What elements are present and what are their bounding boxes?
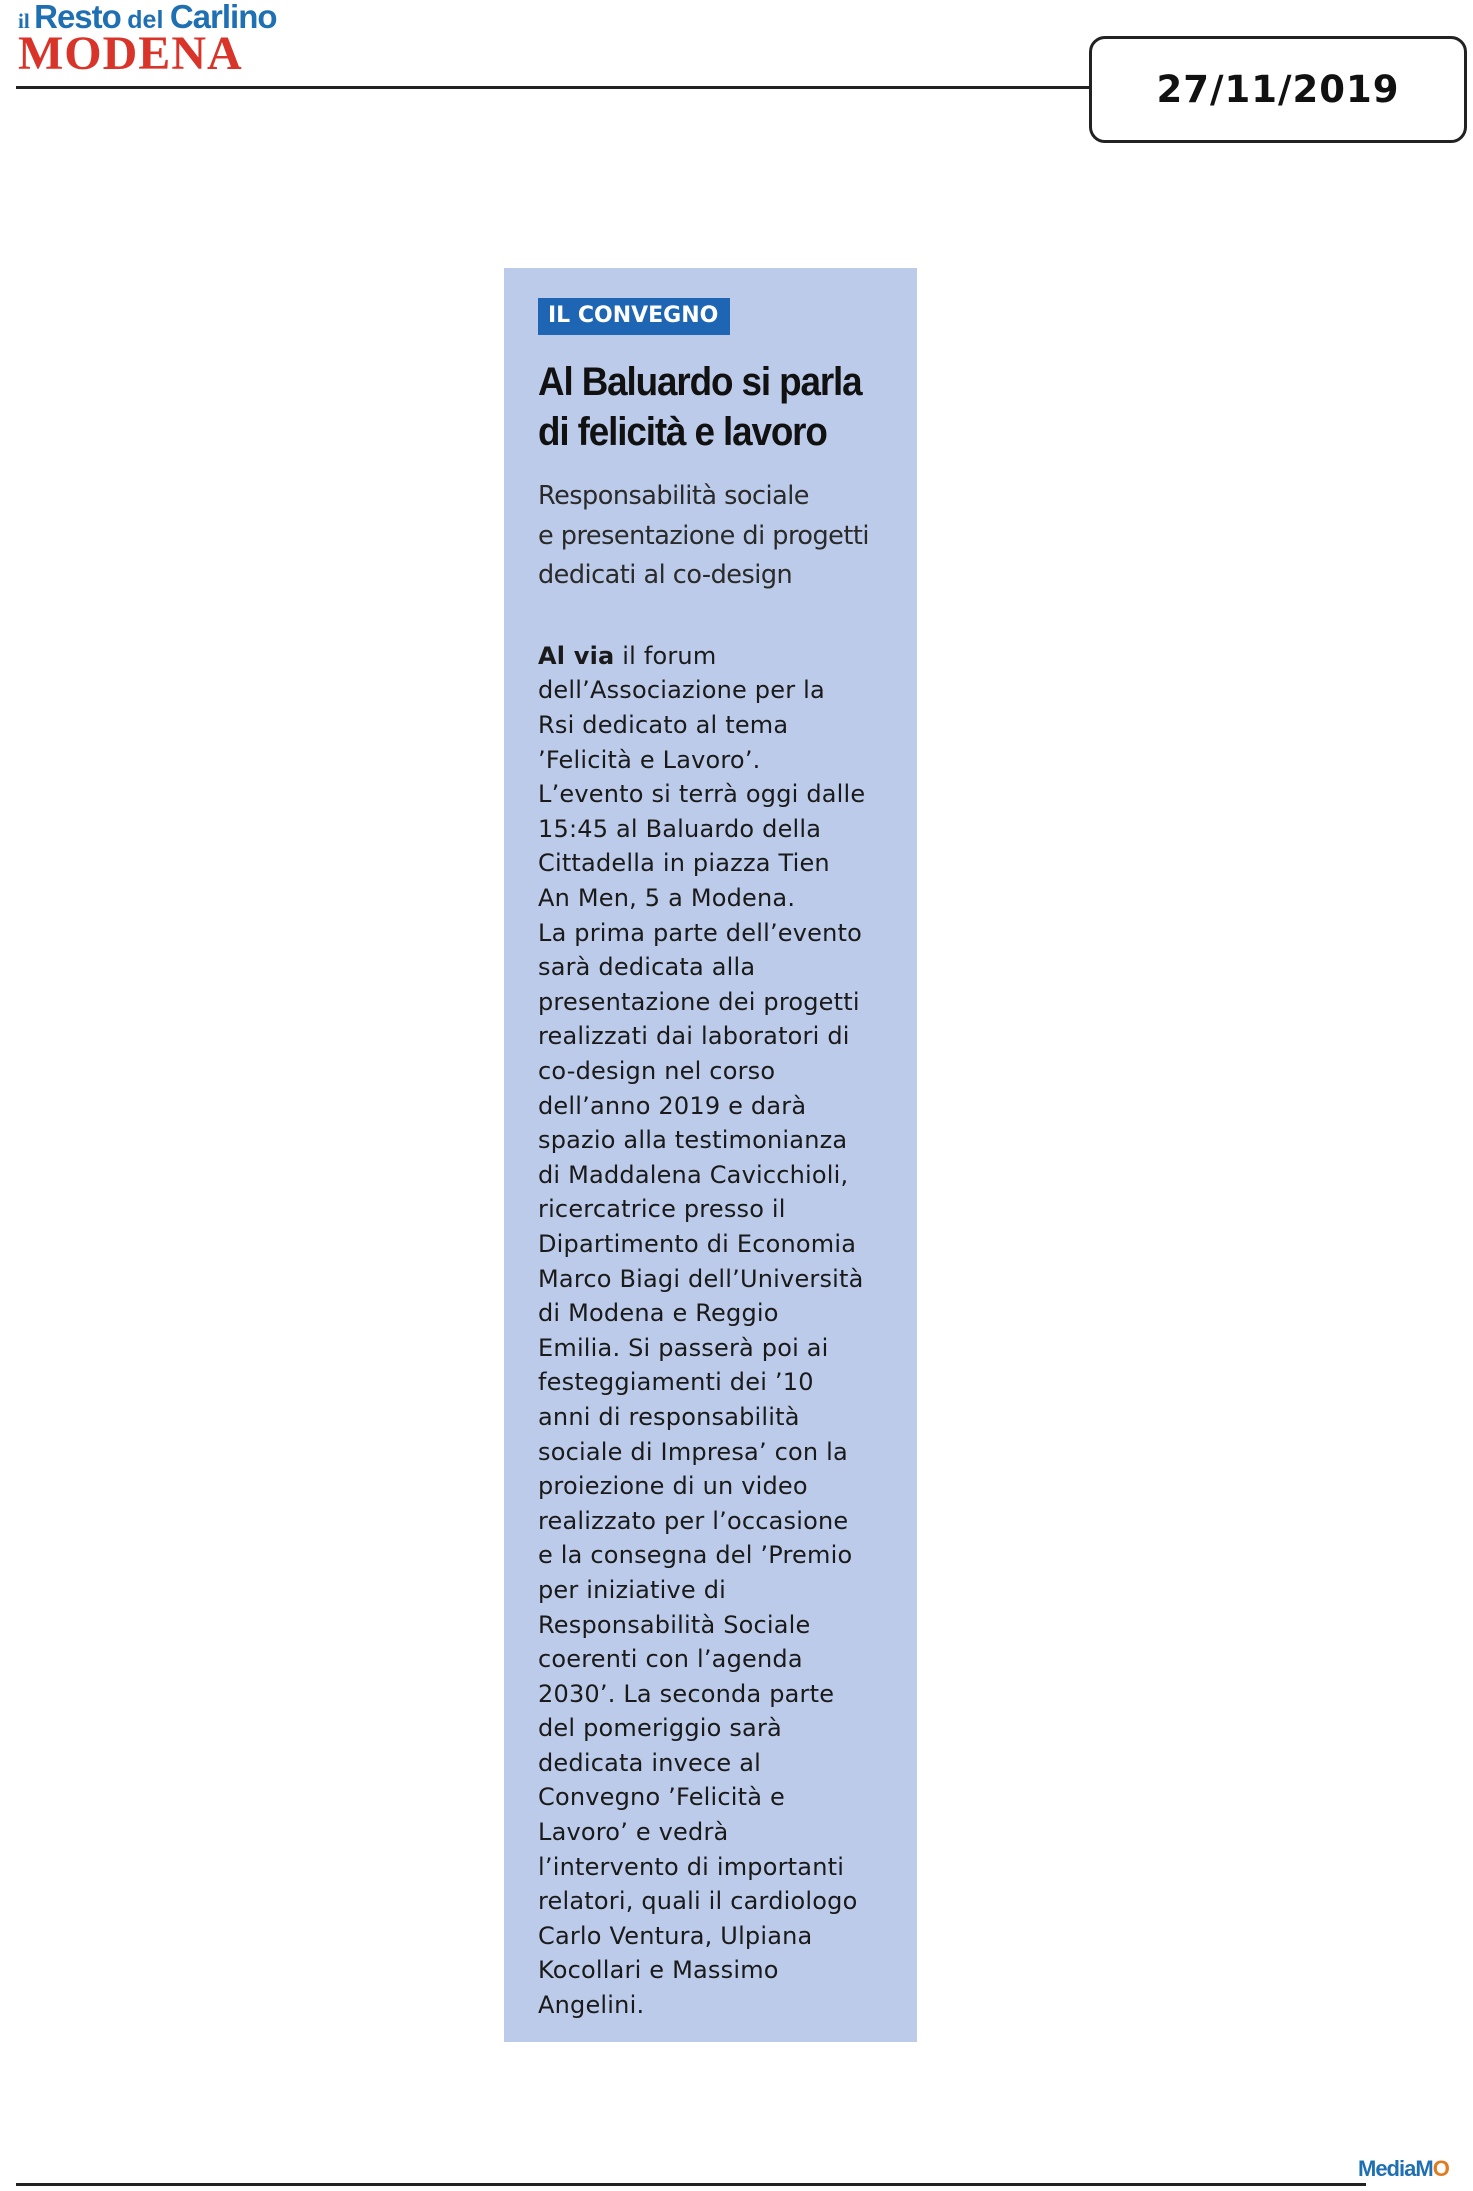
body-line: realizzati dai laboratori di	[538, 1022, 850, 1051]
body-line: dedicata invece al	[538, 1748, 761, 1777]
body-line: Cittadella in piazza Tien	[538, 849, 830, 878]
article-clipping	[504, 268, 917, 2042]
body-line: Angelini.	[538, 1991, 645, 2020]
masthead-il: il	[18, 9, 30, 33]
subhead-line: dedicati al co-design	[538, 560, 793, 591]
body-line: realizzato per l’occasione	[538, 1506, 849, 1535]
body-line: sarà dedicata alla	[538, 953, 756, 982]
headline-line: di felicità e lavoro	[538, 410, 827, 455]
logo-accent: O	[1432, 2156, 1449, 2181]
body-line: co-design nel corso	[538, 1057, 776, 1086]
body-line: dell’Associazione per la	[538, 676, 825, 705]
body-line: festeggiamenti dei ’10	[538, 1368, 814, 1397]
article-kicker: IL CONVEGNO	[538, 298, 730, 335]
newspaper-masthead	[18, 0, 280, 80]
body-line: Emilia. Si passerà poi ai	[538, 1333, 829, 1362]
subhead-line: e presentazione di progetti	[538, 520, 869, 551]
body-line	[538, 639, 898, 674]
body-line: Marco Biagi dell’Università	[538, 1264, 864, 1293]
body-line: di Maddalena Cavicchioli,	[538, 1160, 849, 1189]
article-body	[538, 639, 898, 2023]
mediamo-logo	[1358, 2158, 1449, 2180]
body-line: e la consegna del ’Premio	[538, 1541, 853, 1570]
article-subhead	[538, 477, 898, 596]
body-first-line-rest: il forum	[614, 641, 717, 670]
headline-line: Al Baluardo si parla	[538, 360, 862, 405]
body-line: An Men, 5 a Modena.	[538, 884, 796, 913]
body-line: L’evento si terrà oggi dalle	[538, 780, 866, 809]
article-headline	[538, 357, 906, 457]
body-line: coerenti con l’agenda	[538, 1645, 803, 1674]
masthead-del: del	[127, 6, 164, 34]
footer-divider	[16, 2183, 1366, 2186]
body-line: proiezione di un video	[538, 1472, 808, 1501]
body-line: spazio alla testimonianza	[538, 1126, 848, 1155]
body-line: Responsabilità Sociale	[538, 1610, 811, 1639]
header-divider	[16, 86, 1089, 89]
body-line: Dipartimento di Economia	[538, 1229, 857, 1258]
body-line: dell’anno 2019 e darà	[538, 1091, 807, 1120]
body-line: 15:45 al Baluardo della	[538, 814, 822, 843]
body-line: ’Felicità e Lavoro’.	[538, 745, 761, 774]
masthead-resto: Resto	[34, 0, 121, 35]
body-line: sociale di Impresa’ con la	[538, 1437, 848, 1466]
body-line: presentazione dei progetti	[538, 987, 860, 1016]
body-line: anni di responsabilità	[538, 1402, 800, 1431]
date-box	[1089, 36, 1467, 143]
body-lead: Al via	[538, 641, 615, 670]
body-line: Rsi dedicato al tema	[538, 711, 789, 740]
body-line: 2030’. La seconda parte	[538, 1679, 835, 1708]
body-line: Carlo Ventura, Ulpiana	[538, 1921, 813, 1950]
body-line: di Modena e Reggio	[538, 1299, 779, 1328]
logo-main: MediaM	[1358, 2156, 1433, 2181]
body-line: La prima parte dell’evento	[538, 918, 863, 947]
body-line: Convegno ’Felicità e	[538, 1783, 785, 1812]
body-line: l’intervento di importanti	[538, 1852, 845, 1881]
body-line: per iniziative di	[538, 1575, 726, 1604]
masthead-carlino: Carlino	[169, 0, 277, 35]
body-line: del pomeriggio sarà	[538, 1714, 782, 1743]
body-line: Lavoro’ e vedrà	[538, 1818, 729, 1847]
body-line: ricercatrice presso il	[538, 1195, 786, 1224]
subhead-line: Responsabilità sociale	[538, 481, 809, 512]
masthead-city: MODENA	[18, 27, 243, 80]
publication-date: 27/11/2019	[1156, 68, 1400, 111]
body-line: relatori, quali il cardiologo	[538, 1887, 858, 1916]
body-line: Kocollari e Massimo	[538, 1956, 779, 1985]
